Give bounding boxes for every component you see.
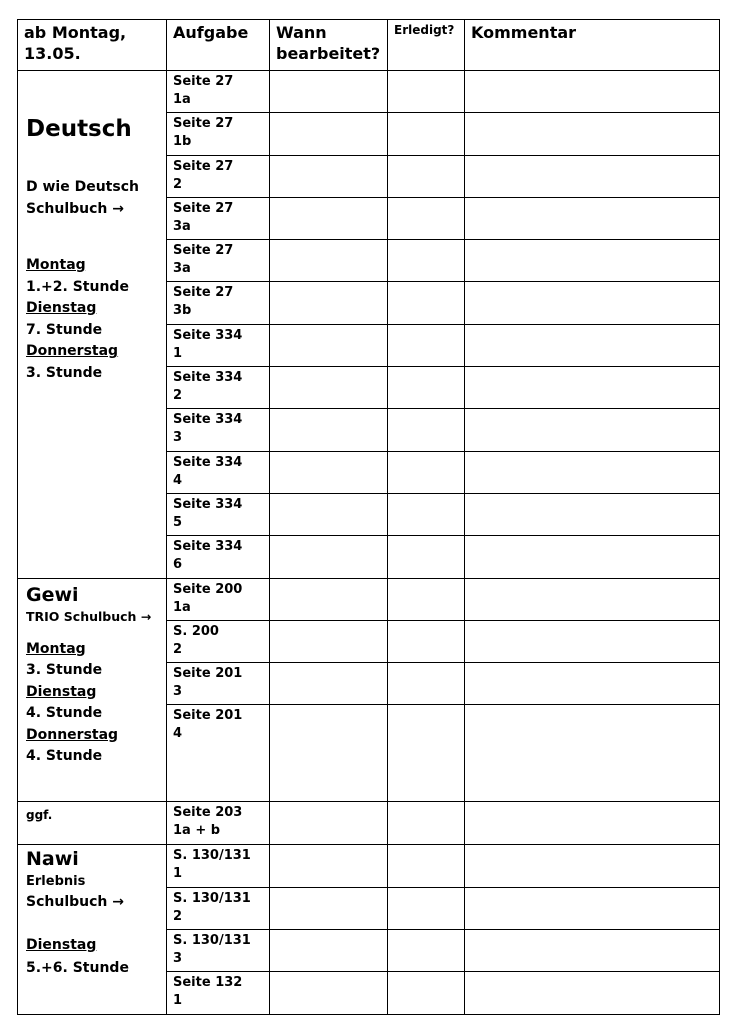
when-cell[interactable] bbox=[270, 409, 388, 451]
comment-cell[interactable] bbox=[465, 802, 720, 845]
task-exercise: 1a bbox=[173, 92, 191, 107]
task-page: S. 130/131 bbox=[173, 890, 251, 906]
task-cell bbox=[167, 113, 270, 155]
task-exercise: 2 bbox=[173, 641, 183, 657]
task-cell bbox=[167, 663, 270, 705]
task-page: S. 200 bbox=[173, 623, 219, 639]
comment-cell[interactable] bbox=[465, 620, 720, 662]
when-cell[interactable] bbox=[270, 493, 388, 535]
task-page: Seite 201 bbox=[173, 666, 243, 682]
when-cell[interactable] bbox=[270, 240, 388, 282]
table-row bbox=[18, 71, 720, 113]
task-cell bbox=[167, 705, 270, 802]
when-cell[interactable] bbox=[270, 282, 388, 324]
schedule-time: 7. Stunde bbox=[26, 321, 103, 338]
done-cell[interactable] bbox=[388, 578, 465, 620]
when-cell[interactable] bbox=[270, 578, 388, 620]
subject-cell-gewi bbox=[18, 578, 167, 802]
subject-cell-deutsch bbox=[18, 71, 167, 579]
schedule-time: 4. Stunde bbox=[26, 705, 103, 722]
task-page: Seite 334 bbox=[173, 327, 243, 343]
task-exercise: 5 bbox=[173, 514, 183, 530]
schedule-day: Dienstag bbox=[26, 936, 97, 953]
header-week: ab Montag, 13.05. bbox=[18, 20, 167, 71]
task-page: S. 130/131 bbox=[173, 848, 251, 864]
comment-cell[interactable] bbox=[465, 71, 720, 113]
when-cell[interactable] bbox=[270, 802, 388, 845]
book-name: Erlebnis bbox=[26, 874, 86, 890]
comment-cell[interactable] bbox=[465, 240, 720, 282]
task-cell bbox=[167, 71, 270, 113]
done-cell[interactable] bbox=[388, 282, 465, 324]
done-cell[interactable] bbox=[388, 324, 465, 366]
done-cell[interactable] bbox=[388, 451, 465, 493]
when-cell[interactable] bbox=[270, 705, 388, 802]
header-comment: Kommentar bbox=[465, 20, 720, 71]
schedule-time: 5.+6. Stunde bbox=[26, 960, 129, 977]
task-cell bbox=[167, 282, 270, 324]
task-exercise: 3 bbox=[173, 430, 183, 446]
comment-cell[interactable] bbox=[465, 578, 720, 620]
task-page: Seite 27 bbox=[173, 116, 234, 132]
task-page: Seite 27 bbox=[173, 74, 234, 89]
schedule-time: 4. Stunde bbox=[26, 748, 103, 765]
schedule-day: Dienstag bbox=[26, 300, 97, 316]
task-exercise: 1a bbox=[173, 599, 191, 615]
comment-cell[interactable] bbox=[465, 282, 720, 324]
task-cell bbox=[167, 887, 270, 929]
comment-cell[interactable] bbox=[465, 409, 720, 451]
task-cell bbox=[167, 155, 270, 197]
done-cell[interactable] bbox=[388, 536, 465, 578]
task-cell bbox=[167, 802, 270, 845]
task-page: S. 130/131 bbox=[173, 933, 251, 949]
task-exercise: 4 bbox=[173, 472, 183, 488]
subject-title: Gewi bbox=[26, 583, 79, 606]
task-page: Seite 132 bbox=[173, 975, 243, 991]
when-cell[interactable] bbox=[270, 71, 388, 113]
when-cell[interactable] bbox=[270, 536, 388, 578]
schedule-day: Dienstag bbox=[26, 683, 97, 700]
done-cell[interactable] bbox=[388, 663, 465, 705]
task-exercise: 3a bbox=[173, 261, 191, 277]
task-exercise: 2 bbox=[173, 176, 183, 192]
homework-plan-table bbox=[17, 19, 720, 1015]
schedule-day: Montag bbox=[26, 640, 86, 657]
done-cell[interactable] bbox=[388, 71, 465, 113]
done-cell[interactable] bbox=[388, 887, 465, 929]
task-page: Seite 334 bbox=[173, 496, 243, 512]
task-cell bbox=[167, 409, 270, 451]
comment-cell[interactable] bbox=[465, 451, 720, 493]
task-page: Seite 27 bbox=[173, 243, 234, 259]
when-cell[interactable] bbox=[270, 197, 388, 239]
when-cell[interactable] bbox=[270, 972, 388, 1014]
task-exercise: 1 bbox=[173, 866, 183, 882]
book-name: Schulbuch → bbox=[26, 894, 124, 911]
task-cell bbox=[167, 324, 270, 366]
schedule-time: 3. Stunde bbox=[26, 364, 103, 381]
comment-cell[interactable] bbox=[465, 845, 720, 887]
done-cell[interactable] bbox=[388, 705, 465, 802]
task-page: Seite 203 bbox=[173, 805, 243, 821]
done-cell[interactable] bbox=[388, 930, 465, 972]
done-cell[interactable] bbox=[388, 367, 465, 409]
subject-title: Nawi bbox=[26, 848, 79, 871]
schedule-day: Donnerstag bbox=[26, 343, 119, 359]
comment-cell[interactable] bbox=[465, 197, 720, 239]
table-row bbox=[18, 802, 720, 845]
table-row bbox=[18, 578, 720, 620]
header-done: Erledigt? bbox=[388, 20, 465, 71]
schedule-day: Montag bbox=[26, 257, 86, 273]
optional-label: ggf. bbox=[18, 802, 167, 845]
when-cell[interactable] bbox=[270, 324, 388, 366]
comment-cell[interactable] bbox=[465, 155, 720, 197]
done-cell[interactable] bbox=[388, 155, 465, 197]
when-cell[interactable] bbox=[270, 155, 388, 197]
comment-cell[interactable] bbox=[465, 493, 720, 535]
task-page: Seite 334 bbox=[173, 454, 243, 470]
book-name: Schulbuch → bbox=[26, 200, 124, 217]
when-cell[interactable] bbox=[270, 845, 388, 887]
subject-cell-nawi bbox=[18, 845, 167, 1014]
task-exercise: 1a + b bbox=[173, 823, 221, 839]
book-name: D wie Deutsch bbox=[26, 179, 139, 195]
task-exercise: 1 bbox=[173, 993, 183, 1009]
when-cell[interactable] bbox=[270, 620, 388, 662]
task-cell bbox=[167, 451, 270, 493]
header-task: Aufgabe bbox=[167, 20, 270, 71]
task-page: Seite 27 bbox=[173, 200, 234, 216]
task-page: Seite 334 bbox=[173, 412, 243, 428]
task-exercise: 3 bbox=[173, 684, 183, 700]
task-cell bbox=[167, 197, 270, 239]
task-page: Seite 200 bbox=[173, 581, 243, 597]
comment-cell[interactable] bbox=[465, 324, 720, 366]
when-cell[interactable] bbox=[270, 930, 388, 972]
task-exercise: 3 bbox=[173, 951, 183, 967]
comment-cell[interactable] bbox=[465, 113, 720, 155]
task-exercise: 2 bbox=[173, 908, 183, 924]
schedule-time: 3. Stunde bbox=[26, 662, 103, 679]
comment-cell[interactable] bbox=[465, 536, 720, 578]
comment-cell[interactable] bbox=[465, 887, 720, 929]
task-cell bbox=[167, 930, 270, 972]
task-page: Seite 27 bbox=[173, 285, 234, 301]
book-name: TRIO Schulbuch → bbox=[26, 608, 152, 624]
task-page: Seite 334 bbox=[173, 370, 243, 386]
when-cell[interactable] bbox=[270, 451, 388, 493]
task-cell bbox=[167, 972, 270, 1014]
task-cell bbox=[167, 240, 270, 282]
done-cell[interactable] bbox=[388, 620, 465, 662]
comment-cell[interactable] bbox=[465, 705, 720, 802]
done-cell[interactable] bbox=[388, 240, 465, 282]
task-page: Seite 334 bbox=[173, 539, 243, 555]
comment-cell[interactable] bbox=[465, 367, 720, 409]
task-cell bbox=[167, 620, 270, 662]
schedule-day: Donnerstag bbox=[26, 726, 119, 743]
comment-cell[interactable] bbox=[465, 972, 720, 1014]
schedule-time: 1.+2. Stunde bbox=[26, 278, 129, 295]
subject-title: Deutsch bbox=[26, 116, 132, 142]
done-cell[interactable] bbox=[388, 845, 465, 887]
task-exercise: 3a bbox=[173, 218, 191, 234]
when-cell[interactable] bbox=[270, 367, 388, 409]
done-cell[interactable] bbox=[388, 197, 465, 239]
comment-cell[interactable] bbox=[465, 930, 720, 972]
done-cell[interactable] bbox=[388, 493, 465, 535]
done-cell[interactable] bbox=[388, 113, 465, 155]
task-exercise: 4 bbox=[173, 726, 183, 742]
table-row bbox=[18, 845, 720, 887]
task-exercise: 1b bbox=[173, 134, 192, 150]
comment-cell[interactable] bbox=[465, 663, 720, 705]
task-exercise: 2 bbox=[173, 388, 183, 404]
done-cell[interactable] bbox=[388, 972, 465, 1014]
task-cell bbox=[167, 536, 270, 578]
task-cell bbox=[167, 367, 270, 409]
done-cell[interactable] bbox=[388, 802, 465, 845]
when-cell[interactable] bbox=[270, 113, 388, 155]
task-cell bbox=[167, 845, 270, 887]
header-row bbox=[18, 20, 720, 71]
task-cell bbox=[167, 578, 270, 620]
task-exercise: 6 bbox=[173, 557, 183, 573]
when-cell[interactable] bbox=[270, 663, 388, 705]
task-cell bbox=[167, 493, 270, 535]
header-when: Wann bearbeitet? bbox=[270, 20, 388, 71]
task-exercise: 3b bbox=[173, 303, 192, 319]
when-cell[interactable] bbox=[270, 887, 388, 929]
done-cell[interactable] bbox=[388, 409, 465, 451]
task-exercise: 1 bbox=[173, 345, 183, 361]
task-page: Seite 27 bbox=[173, 158, 234, 174]
task-page: Seite 201 bbox=[173, 708, 243, 724]
